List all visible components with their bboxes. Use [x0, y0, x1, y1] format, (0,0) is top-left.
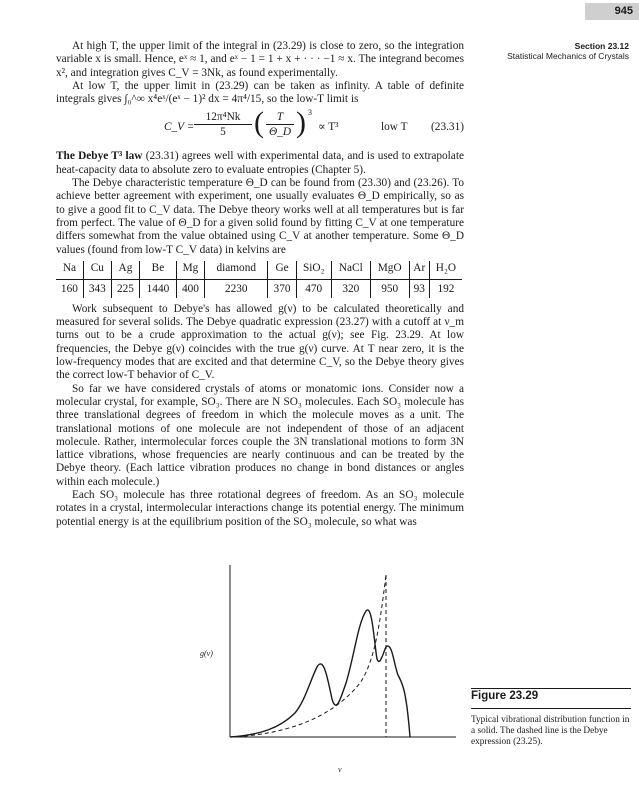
paragraph-low-t: At low T, the upper limit in (23.29) can be taken as infinity. A table of definite integrals gives ∫₀^∞ x⁴eˣ/(eˣ − 1)² dx = 4π⁴/15, so the low-T limit is: [56, 79, 464, 106]
debye-law-term: The Debye T³ law: [56, 150, 143, 163]
table-cell: Mg: [176, 261, 204, 280]
table-cell: Na: [56, 261, 83, 280]
table-cell: Be: [140, 261, 177, 280]
true-distribution-curve: [230, 610, 410, 737]
table-cell: 343: [83, 279, 111, 298]
table-cell: 1440: [140, 279, 177, 298]
paragraph-debye-temperature: The Debye characteristic temperature Θ_D can be found from (23.30) and (23.26). To achieve better agreement with experiment, one usually evaluates Θ_D empirically, so as to give a good fit to C_V data. The Debye theory works well at all temperatures but is far from perfect. The value of Θ_D for a given solid found by fitting C_V at one temperature differs somewhat from the value obtained using C_V at another temperature. Some Θ_D values (found from low-T C_V data) in kelvins are: [56, 177, 464, 256]
paragraph-rotations: Each SO₃ molecule has three rotational degrees of freedom. As an SO₃ molecule rotates in a crystal, intermolecular interactions change its potential energy. The minimum potential energy is at the equilibrium position of the SO₃ molecule, so what was: [56, 489, 464, 528]
page-number: 945: [585, 3, 639, 20]
table-cell: 225: [111, 279, 139, 298]
debye-law-text: (23.31) agrees well with experimental data, and is used to extrapolate heat-capacity data to absolute zero to evaluate entropies (Chapter 5).: [56, 150, 464, 176]
paragraph-debye-law: [56, 150, 464, 177]
equation-condition: low T: [381, 121, 408, 134]
x-axis-label: ν: [338, 765, 342, 774]
figure-caption: [471, 688, 631, 748]
caption-title: Figure 23.29: [471, 690, 539, 702]
y-axis-label: g(ν): [200, 649, 213, 658]
main-text-column: [56, 40, 464, 529]
table-cell: 2230: [205, 279, 268, 298]
table-cell: 93: [409, 279, 429, 298]
equation-proportional: ∝ T³: [318, 121, 339, 134]
table-cell: Ar: [409, 261, 429, 280]
distribution-plot: [220, 563, 458, 759]
debye-temperature-table: [56, 261, 462, 298]
figure-23-29: [220, 563, 458, 759]
ratio-denominator: Θ_D: [269, 126, 291, 139]
table-header-row: [56, 261, 462, 280]
ratio-numerator: T: [266, 110, 294, 125]
table-cell: Ge: [268, 261, 296, 280]
equation-numerator: 12π⁴Nk: [194, 110, 252, 125]
paragraph-high-t: At high T, the upper limit of the integral in (23.29) is close to zero, so the integration variable x is small. Hence, eˣ ≈ 1, and eˣ − 1 = 1 + x + · · · −1 ≈ x. The integrand becomes x², and integration gives C_V = 3Nk, as found experimentally.: [56, 40, 464, 79]
equation-lhs: C_V =: [164, 121, 195, 134]
equation-denominator: 5: [220, 126, 226, 139]
table-value-row: [56, 279, 462, 298]
table-cell: MgO: [370, 261, 409, 280]
equation-fraction: [194, 110, 252, 139]
table-cell: Cu: [83, 261, 111, 280]
table-cell: SiO₂: [296, 261, 331, 280]
table-cell: NaCl: [331, 261, 370, 280]
running-header: [486, 41, 629, 61]
debye-curve: [230, 575, 386, 737]
table-cell: 160: [60, 283, 78, 296]
table-cell: H₂O: [429, 261, 462, 280]
table-cell: diamond: [205, 261, 268, 280]
equation-23-31: [56, 106, 464, 150]
temperature-ratio: [266, 110, 294, 139]
table-cell: 470: [296, 279, 331, 298]
paragraph-molecular-crystal: So far we have considered crystals of atoms or monatomic ions. Consider now a molecular crystal, for example, SO₃. There are N SO₃ molecules. Each SO₃ molecule has three translational degrees of freedom in which the molecule moves as a unit. The translational motions of one molecule are not independent of those of an adjacent molecule. Rather, intermolecular forces couple the 3N translational motions to form 3N lattice vibrations, whose frequencies are nearly continuous and can be treated by the Debye theory. (Each lattice vibration produces no change in bond distances or angles within each molecule.): [56, 382, 464, 488]
right-paren: ): [296, 106, 306, 140]
section-title: Statistical Mechanics of Crystals: [507, 51, 629, 61]
paragraph-subsequent-work: Work subsequent to Debye's has allowed g(ν) to be calculated theoretically and measured for several solids. The Debye quadratic expression (23.27) with a cutoff at ν_m turns out to be a crude approximation to the actual g(ν); see Fig. 23.29. At low frequencies, the Debye g(ν) coincides with the true g(ν) curve. At T near zero, it is the low-frequency modes that are excited and that determine C_V, so the Debye theory gives the correct low-T behavior of C_V.: [56, 302, 464, 382]
caption-text: Typical vibrational distribution function in a solid. The dashed line is the Debye expression (23.25).: [471, 715, 630, 747]
table-cell: Ag: [111, 261, 139, 280]
caption-top-rule: [471, 688, 631, 689]
table-cell: 192: [429, 279, 462, 298]
table-cell: 400: [176, 279, 204, 298]
left-paren: (: [254, 106, 264, 140]
equation-number: (23.31): [431, 121, 464, 134]
caption-divider: [471, 708, 631, 709]
equation-exponent: 3: [308, 108, 312, 118]
table-cell: 370: [268, 279, 296, 298]
table-cell: 950: [370, 279, 409, 298]
section-number: Section 23.12: [574, 41, 629, 51]
table-cell: 320: [331, 279, 370, 298]
